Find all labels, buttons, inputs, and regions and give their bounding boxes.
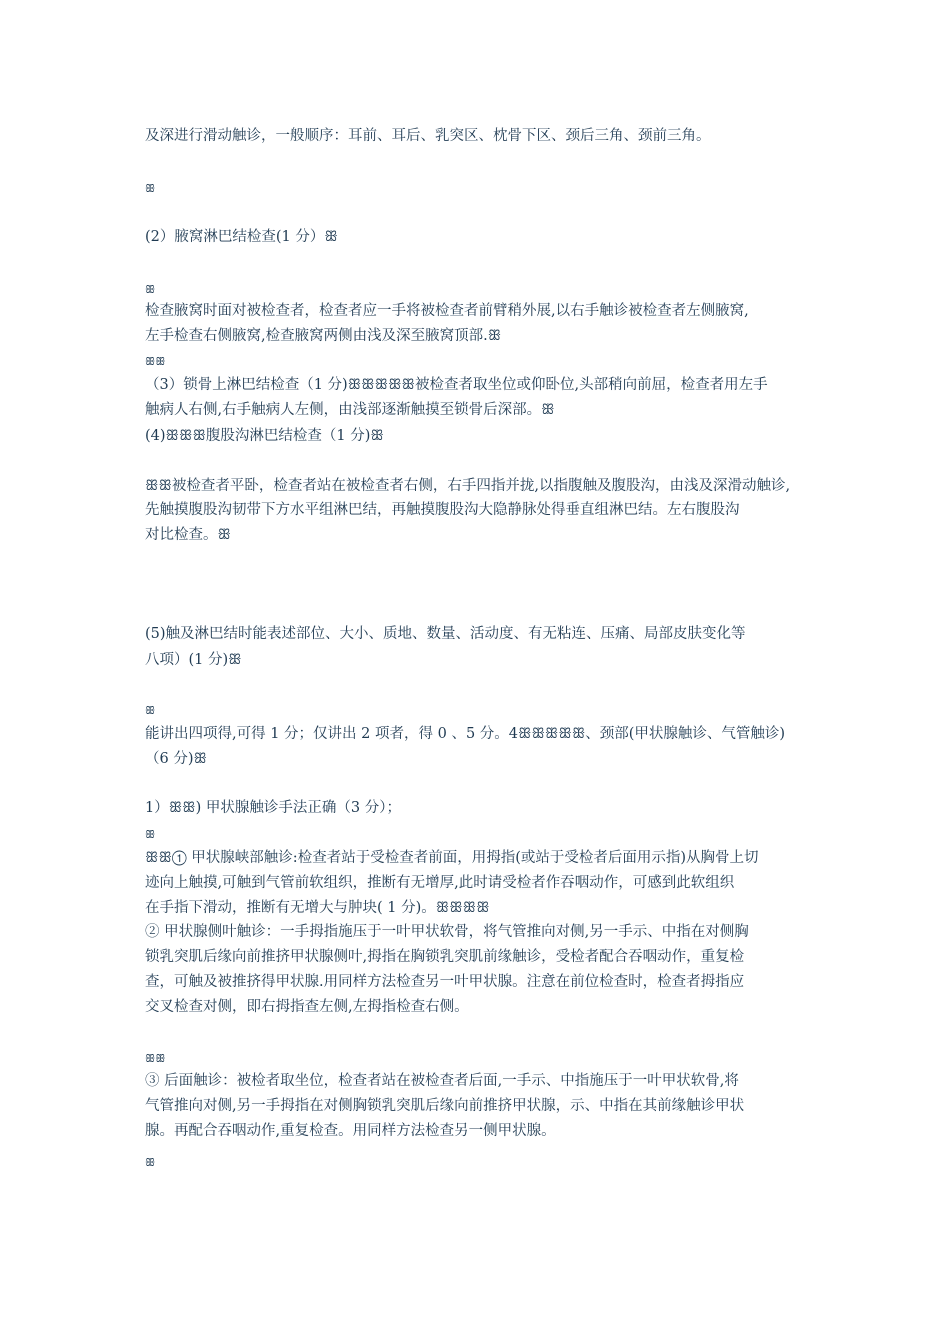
text-line: 及深进行滑动触诊，一般顺序：耳前、耳后、乳突区、枕骨下区、颈后三角、颈前三角。 (145, 128, 711, 144)
text-line: ③ 后面触诊：被检者取坐位，检查者站在被检查者后面,一手示、中指施压于一叶甲状软骨,将 (145, 1073, 739, 1089)
text-line: （6 分)ꕥ (145, 751, 207, 767)
paragraph-mark: ꕥ (145, 182, 156, 195)
section-heading-supraclavicular: （3）锁骨上淋巴结检查（1 分)ꕥꕥꕥꕥꕥ被检查者取坐位或仰卧位,头部稍向前屈，检查者用左手 (145, 377, 768, 393)
text-line: 气管推向对侧,另一手拇指在对侧胸锁乳突肌后缘向前推挤甲状腺，示、中指在其前缘触诊甲状 (145, 1098, 745, 1114)
text-line: 在手指下滑动，推断有无增大与肿块( 1 分)。ꕥꕥꕥꕥ (145, 900, 490, 916)
section-heading-thyroid: 1）ꕥꕥ) 甲状腺触诊手法正确（3 分）； (145, 800, 401, 816)
paragraph-mark: ꕥ (145, 283, 156, 296)
paragraph-mark: ꕥꕥ (145, 1052, 166, 1065)
text-line: 先触摸腹股沟韧带下方水平组淋巴结，再触摸腹股沟大隐静脉处得垂直组淋巴结。左右腹股沟 (145, 502, 740, 518)
paragraph-mark: ꕥ (145, 828, 156, 841)
text-line: 触病人右侧,右手触病人左侧，由浅部逐渐触摸至锁骨后深部。ꕥ (145, 402, 555, 418)
paragraph-mark: ꕥ (145, 704, 156, 717)
text-line: 八项）(1 分)ꕥ (145, 652, 242, 668)
text-line: 对比检查。ꕥ (145, 527, 231, 543)
text-line: 能讲出四项得,可得 1 分；仅讲出 2 项者，得 0 、5 分。4ꕥꕥꕥꕥꕥ、颈部(甲状腺触诊、气管触诊) (145, 726, 786, 742)
text-line: 锁乳突肌后缘向前推挤甲状腺侧叶,拇指在胸锁乳突肌前缘触诊，受检者配合吞咽动作，重复检 (145, 949, 745, 965)
text-line: 查，可触及被推挤得甲状腺.用同样方法检查另一叶甲状腺。注意在前位检查时，检查者拇指应 (145, 974, 745, 990)
section-heading-description: (5)触及淋巴结时能表述部位、大小、质地、数量、活动度、有无粘连、压痛、局部皮肤变化等 (145, 626, 746, 642)
text-line: ꕥꕥ① 甲状腺峡部触诊:检查者站于受检查者前面，用拇指(或站于受检者后面用示指)从胸骨上切 (145, 850, 759, 866)
text-line: 左手检查右侧腋窝,检查腋窝两侧由浅及深至腋窝顶部.ꕥ (145, 328, 502, 344)
text-line: 检查腋窝时面对被检查者，检查者应一手将被检查者前臂稍外展,以右手触诊被检查者左侧腋窝, (145, 303, 749, 319)
text-line: ② 甲状腺侧叶触诊：一手拇指施压于一叶甲状软骨，将气管推向对侧,另一手示、中指在对侧胸 (145, 924, 749, 940)
section-heading-axillary: (2）腋窝淋巴结检查(1 分）ꕥ (145, 229, 338, 245)
section-heading-inguinal: (4)ꕥꕥꕥ腹股沟淋巴结检查（1 分)ꕥ (145, 428, 384, 444)
paragraph-mark: ꕥ (145, 1156, 156, 1169)
text-line: ꕥꕥ被检查者平卧，检查者站在被检查者右侧，右手四指并拢,以指腹触及腹股沟，由浅及深滑动触诊, (145, 478, 791, 494)
paragraph-mark: ꕥꕥ (145, 355, 166, 368)
text-line: 腺。再配合吞咽动作,重复检查。用同样方法检查另一侧甲状腺。 (145, 1123, 556, 1139)
text-line: 迹向上触摸,可触到气管前软组织，推断有无增厚,此时请受检者作吞咽动作，可感到此软组织 (145, 875, 735, 891)
text-line: 交叉检查对侧，即右拇指查左侧,左拇指检查右侧。 (145, 999, 469, 1015)
